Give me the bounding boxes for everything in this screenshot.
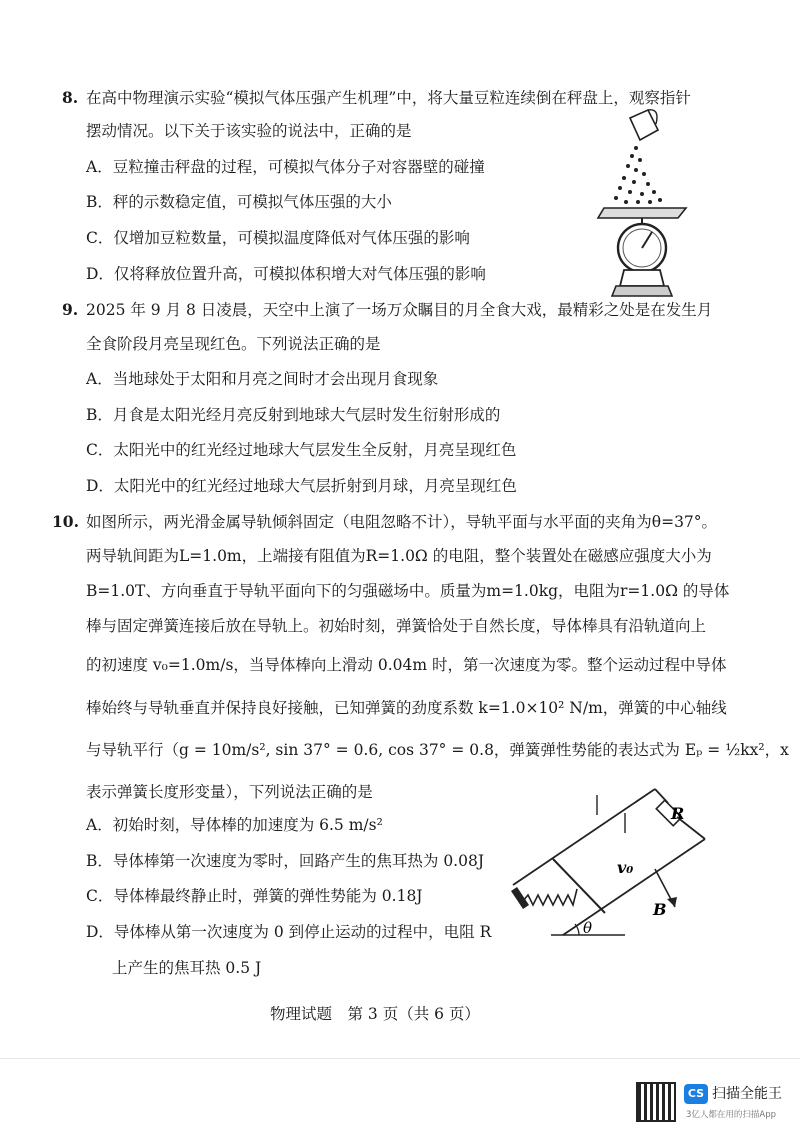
q10-stem-line-8: 表示弹簧长度形变量），下列说法正确的是 (86, 783, 373, 801)
q9-option-b: B．月食是太阳光经月亮反射到地球大气层时发生衍射形成的 (86, 406, 501, 424)
scale-base (620, 270, 664, 286)
q9-option-d: D．太阳光中的红光经过地球大气层折射到月球，月亮呈现红色 (86, 477, 517, 495)
q9-stem-line-2: 全食阶段月亮呈现红色。下列说法正确的是 (86, 335, 381, 353)
q9-number: 9. (62, 300, 79, 319)
q10-stem-line-2: 两导轨间距为L=1.0m，上端接有阻值为R=1.0Ω 的电阻，整个装置处在磁感应强度大小为 (86, 547, 712, 565)
q10-stem-line-3: B=1.0T、方向垂直于导轨平面向下的匀强磁场中。质量为m=1.0kg，电阻为r=1.0Ω 的导体 (86, 582, 730, 600)
q8-option-d: D．仅将释放位置升高，可模拟体积增大对气体压强的影响 (86, 265, 486, 283)
qr-code-icon (636, 1082, 676, 1122)
label-theta: θ (583, 919, 593, 937)
q8-number: 8. (62, 88, 79, 107)
q8-scale-figure (590, 108, 700, 303)
page-footer: 物理试题 第 3 页（共 6 页） (270, 1005, 480, 1023)
scanner-brand: 扫描全能王 (712, 1086, 782, 1102)
label-R: R (671, 804, 685, 823)
camscanner-logo-icon: CS (684, 1084, 708, 1104)
divider (0, 1058, 800, 1059)
scanner-tagline: 3亿人都在用的扫描App (686, 1110, 777, 1120)
q8-option-b: B．秤的示数稳定值，可模拟气体压强的大小 (86, 193, 392, 211)
q10-option-a: A．初始时刻，导体棒的加速度为 6.5 m/s² (86, 816, 383, 834)
falling-beans-icon (614, 146, 662, 204)
q8-option-c: C．仅增加豆粒数量，可模拟温度降低对气体压强的影响 (86, 229, 470, 247)
q10-option-c: C．导体棒最终静止时，弹簧的弹性势能为 0.18J (86, 887, 423, 905)
q10-stem-line-7: 与导轨平行（g = 10m/s², sin 37° = 0.6, cos 37° = 0.8，弹簧弹性势能的表达式为 Eₚ = ½kx²，x (86, 741, 789, 759)
q10-stem-line-5: 的初速度 v₀=1.0m/s，当导体棒向上滑动 0.04m 时，第一次速度为零。整个运动过程中导体 (86, 656, 727, 674)
q8-stem-line-1: 在高中物理演示实验“模拟气体压强产生机理”中，将大量豆粒连续倒在秤盘上，观察指针 (86, 89, 691, 107)
q9-stem-line-1: 2025 年 9 月 8 日凌晨，天空中上演了一场万众瞩目的月全食大戏，最精彩之处是在发生月 (86, 301, 713, 319)
q8-stem-line-2: 摆动情况。以下关于该实验的说法中，正确的是 (86, 122, 412, 140)
spring-icon (523, 889, 577, 905)
q10-option-b: B．导体棒第一次速度为零时，回路产生的焦耳热为 0.08J (86, 852, 485, 870)
scale-pan (598, 208, 686, 218)
q10-stem-line-6: 棒始终与导轨垂直并保持良好接触，已知弹簧的劲度系数 k=1.0×10² N/m，弹簧的中心轴线 (86, 699, 727, 717)
label-v0: v₀ (617, 858, 634, 877)
rail-back (513, 789, 655, 885)
q10-number: 10. (52, 512, 79, 531)
conductor-rod (553, 859, 605, 913)
label-B: B (653, 900, 667, 919)
q10-stem-line-4: 棒与固定弹簧连接后放在导轨上。初始时刻，弹簧恰处于自然长度，导体棒具有沿轨道向上 (86, 617, 707, 635)
pouring-cup-icon (630, 110, 658, 140)
q9-option-c: C．太阳光中的红光经过地球大气层发生全反射，月亮呈现红色 (86, 441, 517, 459)
q10-rails-figure (505, 785, 710, 950)
q9-option-a: A．当地球处于太阳和月亮之间时才会出现月食现象 (86, 370, 439, 388)
q8-option-a: A．豆粒撞击秤盘的过程，可模拟气体分子对容器壁的碰撞 (86, 158, 485, 176)
q10-option-d-cont: 上产生的焦耳热 0.5 J (112, 959, 262, 977)
q10-stem-line-1: 如图所示，两光滑金属导轨倾斜固定（电阻忽略不计），导轨平面与水平面的夹角为θ=37°。 (86, 513, 718, 531)
q10-option-d: D．导体棒从第一次速度为 0 到停止运动的过程中，电阻 R (86, 923, 492, 941)
field-arrow-icon (667, 897, 677, 907)
